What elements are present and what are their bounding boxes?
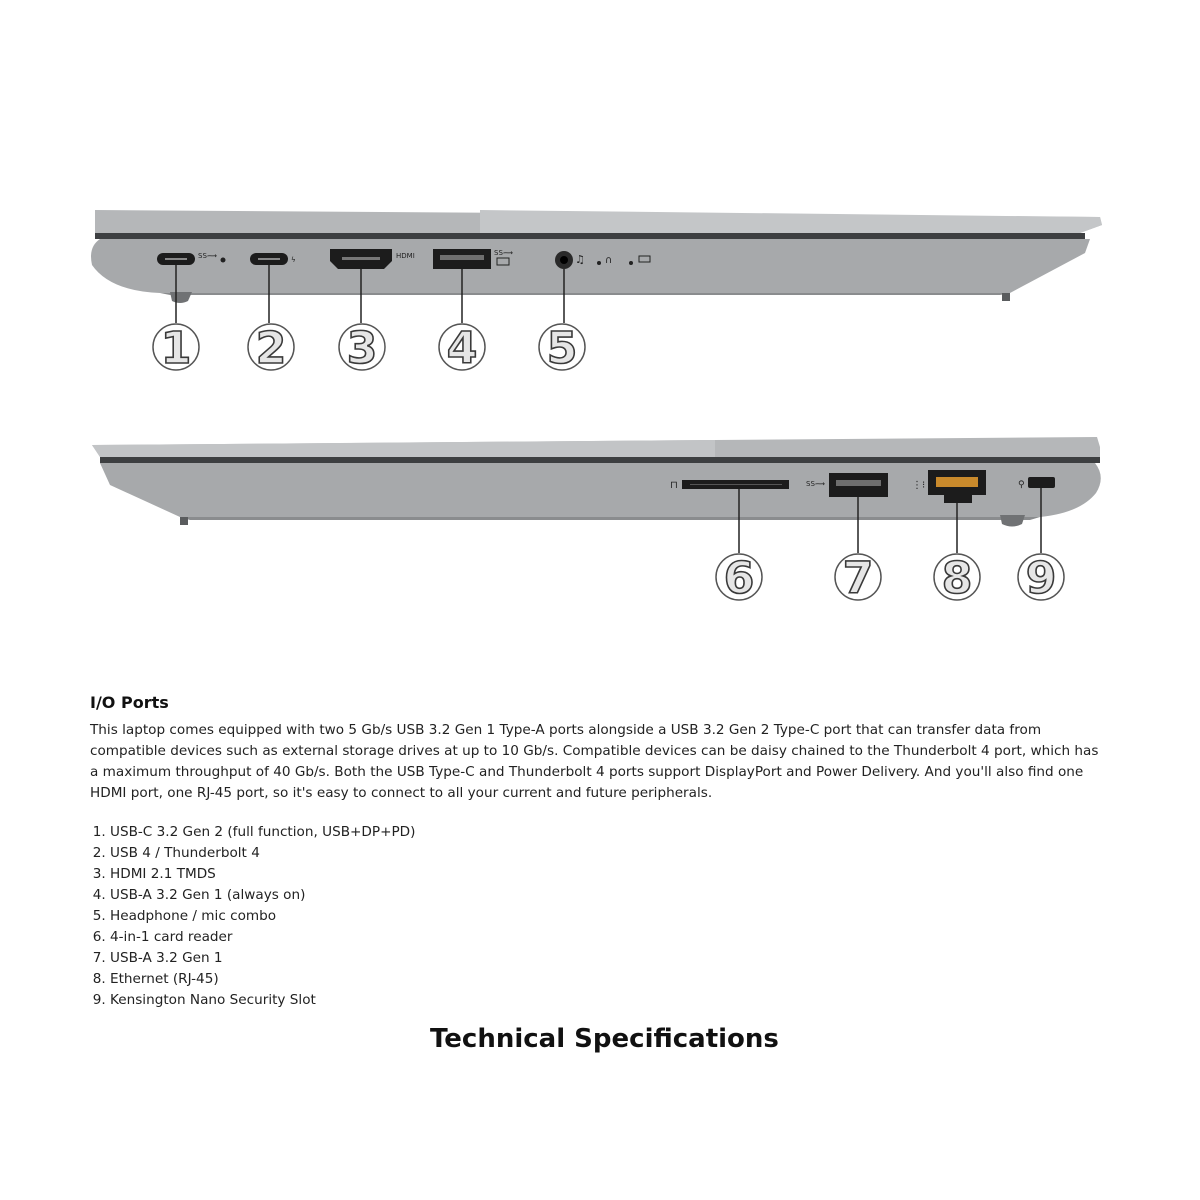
usb-a-port-tongue: [440, 255, 484, 260]
list-item: 6. 4-in-1 card reader: [110, 927, 1110, 948]
audio-jack-hole: [560, 256, 568, 264]
foot-left: [180, 517, 188, 525]
callout-9: [1018, 553, 1064, 604]
callout-1: [153, 323, 199, 374]
lock-icon: ⚲: [1018, 480, 1025, 490]
lid-highlight: [92, 440, 715, 457]
svg-text:3: 3: [346, 323, 378, 374]
svg-text:7: 7: [842, 553, 874, 604]
laptop-right-side-view: [0, 425, 1200, 615]
lid-highlight: [480, 210, 1102, 233]
laptop-left-side-image: [0, 195, 1200, 385]
callout-5: [539, 323, 585, 374]
headset-icon: ♫: [575, 253, 585, 266]
section-title: I/O Ports: [90, 693, 169, 712]
usb-ss-always-on-symbol: SS⟿: [494, 249, 513, 257]
foot-right: [1000, 515, 1025, 527]
ethernet-port-contacts: [936, 477, 978, 487]
list-item: 5. Headphone / mic combo: [110, 906, 1110, 927]
list-item: 3. HDMI 2.1 TMDS: [110, 864, 1110, 885]
card-reader-inner: [690, 484, 782, 485]
thunderbolt-port-tongue: [258, 258, 280, 260]
callout-8: [934, 553, 980, 604]
base-bottom-edge: [160, 293, 1010, 295]
list-item: 9. Kensington Nano Security Slot: [110, 990, 1110, 1011]
charge-led-icon: [221, 258, 226, 263]
usb-ss-symbol: SS⟿: [806, 480, 825, 488]
foot-left: [170, 292, 192, 303]
hdmi-label: HDMI: [396, 252, 415, 260]
base-bottom-edge: [180, 517, 1040, 520]
next-section-heading: Technical Specifications: [430, 1024, 779, 1054]
svg-text:6: 6: [723, 553, 755, 604]
power-led-symbol: ∩: [605, 255, 613, 266]
svg-text:4: 4: [446, 323, 478, 374]
usb-c-port-tongue: [165, 258, 187, 260]
section-description: This laptop comes equipped with two 5 Gb/s USB 3.2 Gen 1 Type-A ports alongside a USB 3.2 Gen 2 Type-C port that can transfer data from compatible devices such as external storage drives at up to 10 Gb/s. Compatible devices can be daisy chained to the Thunderbolt 4 port, which has a maximum throughput of 40 Gb/s. Both the USB Type-C and Thunderbolt 4 ports support DisplayPort and Power Delivery. And you'll also find one HDMI port, one RJ-45 port, so it's easy to connect to all your current and future peripherals.: [90, 722, 1099, 801]
callout-4: [439, 323, 485, 374]
ethernet-icon: ⋮⁝: [912, 480, 926, 491]
kensington-slot: [1028, 477, 1055, 488]
svg-text:8: 8: [941, 553, 973, 604]
usb-ss-symbol: SS⟿: [198, 252, 217, 260]
foot-right: [1002, 293, 1010, 301]
svg-text:2: 2: [255, 323, 287, 374]
list-item: 2. USB 4 / Thunderbolt 4: [110, 843, 1110, 864]
callout-2: [248, 323, 294, 374]
hdmi-port-pins: [342, 257, 380, 260]
base-shape: [91, 239, 1090, 293]
list-item: 8. Ethernet (RJ-45): [110, 969, 1110, 990]
lid-seam: [100, 457, 1100, 463]
list-item: 1. USB-C 3.2 Gen 2 (full function, USB+DP+PD): [110, 822, 1110, 843]
usb-a-port-tongue: [836, 480, 881, 486]
list-item: 7. USB-A 3.2 Gen 1: [110, 948, 1110, 969]
callout-6: [716, 553, 762, 604]
callout-7: [835, 553, 881, 604]
callout-3: [339, 323, 385, 374]
card-reader-icon: ⊓: [670, 480, 678, 491]
thunderbolt-icon: ϟ: [291, 256, 296, 264]
svg-text:9: 9: [1025, 553, 1057, 604]
battery-led-icon: [629, 261, 633, 265]
io-ports-section: [90, 693, 1110, 1011]
list-item: 4. USB-A 3.2 Gen 1 (always on): [110, 885, 1110, 906]
power-led-icon: [597, 261, 601, 265]
laptop-right-side-image: [0, 425, 1200, 615]
lid-seam: [95, 233, 1085, 239]
laptop-left-side-view: [0, 195, 1200, 385]
svg-text:5: 5: [546, 323, 578, 374]
next-section-heading-cropped: [430, 1024, 779, 1054]
port-list: [90, 822, 1110, 1011]
svg-text:1: 1: [160, 323, 192, 374]
